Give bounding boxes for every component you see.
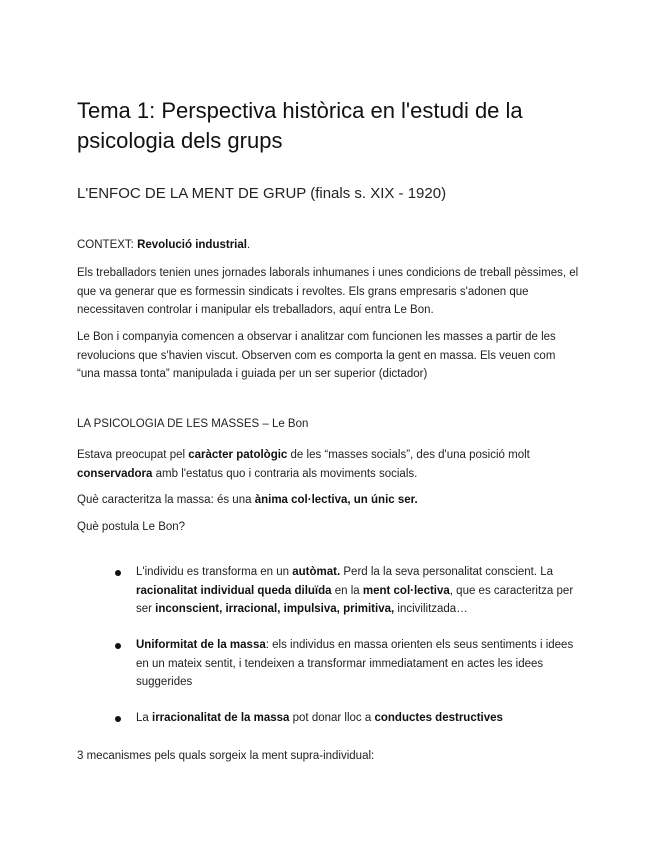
context-end: . bbox=[246, 239, 251, 251]
text-run: en la bbox=[331, 584, 363, 597]
bold-run: inconscient, irracional, impulsiva, primitiva, bbox=[155, 603, 395, 615]
text-run: Perd la la seva personalitat conscient. La bbox=[340, 566, 554, 578]
text-run: L'individu es transforma en un bbox=[136, 566, 293, 578]
bullet-item-automat bbox=[136, 563, 581, 619]
bold-run: irracionalitat de la massa bbox=[152, 712, 290, 724]
bullet-icon bbox=[115, 643, 121, 649]
bold-run: Uniformitat de la massa bbox=[136, 639, 266, 651]
text-run: La bbox=[136, 712, 152, 724]
bold-run: autòmat. bbox=[292, 566, 341, 578]
text-run: , que es caracteritza per ser bbox=[136, 584, 574, 615]
context-line bbox=[77, 236, 579, 255]
bold-run: conductes destructives bbox=[374, 712, 503, 724]
bold-run: ànima col·lectiva, un únic ser. bbox=[254, 494, 418, 506]
text-run: pot donar lloc a bbox=[289, 712, 375, 724]
paragraph-question: Què postula Le Bon? bbox=[77, 521, 186, 533]
text-run: Estava preocupat pel bbox=[77, 449, 189, 461]
text-run: de les “masses socials”, des d'una posició molt bbox=[287, 449, 530, 461]
context-label: CONTEXT: bbox=[77, 239, 138, 251]
section-heading-masses: LA PSICOLOGIA DE LES MASSES – Le Bon bbox=[77, 418, 309, 430]
bold-run: ment col·lectiva bbox=[362, 584, 450, 597]
bullet-item-uniformity bbox=[136, 636, 581, 692]
bold-run: racionalitat individual queda diluïda bbox=[136, 584, 332, 597]
context-value: Revolució industrial bbox=[137, 239, 247, 251]
paragraph-preoccupation bbox=[77, 446, 579, 483]
paragraph-mechanisms: 3 mecanismes pels quals sorgeix la ment supra-individual: bbox=[77, 750, 375, 762]
section-heading-mind-group: L'ENFOC DE LA MENT DE GRUP (finals s. XIX - 1920) bbox=[77, 185, 447, 202]
bold-run: caràcter patològic bbox=[188, 449, 288, 461]
text-run: Què caracteritza la massa: és una bbox=[77, 494, 255, 506]
text-run: : els individus en massa orienten els seus sentiments i idees en un mateix sentit, i tendeixen a transformar immediatament en actes les idees suggerides bbox=[136, 639, 574, 688]
text-run: amb l'estatus quo i contraria als moviments socials. bbox=[152, 467, 418, 480]
bullet-icon bbox=[115, 716, 121, 722]
bullet-icon bbox=[115, 570, 121, 576]
text-run: incivilitzada… bbox=[394, 603, 468, 615]
bold-run: conservadora bbox=[77, 467, 153, 480]
page-title: Tema 1: Perspectiva històrica en l'estudi de la psicologia dels grups bbox=[77, 98, 523, 153]
paragraph-mass-characteristic bbox=[77, 491, 579, 510]
bullet-item-irrationality bbox=[136, 709, 581, 728]
paragraph-le-bon: Le Bon i companyia comencen a observar i analitzar com funcionen les masses a partir de les revolucions que s'havien viscut. Observen com es comporta la gent en massa. Els veuen com “una massa tonta” manipulada i guiada per un ser superior (dictador) bbox=[77, 331, 556, 380]
paragraph-workers: Els treballadors tenien unes jornades laborals inhumanes i unes condicions de treball pèssimes, el que va generar que es formessin sindicats i revoltes. Els grans empresaris s'adonen que necessitaven controlar i manipular els treballadors, aquí entra Le Bon. bbox=[77, 267, 579, 316]
